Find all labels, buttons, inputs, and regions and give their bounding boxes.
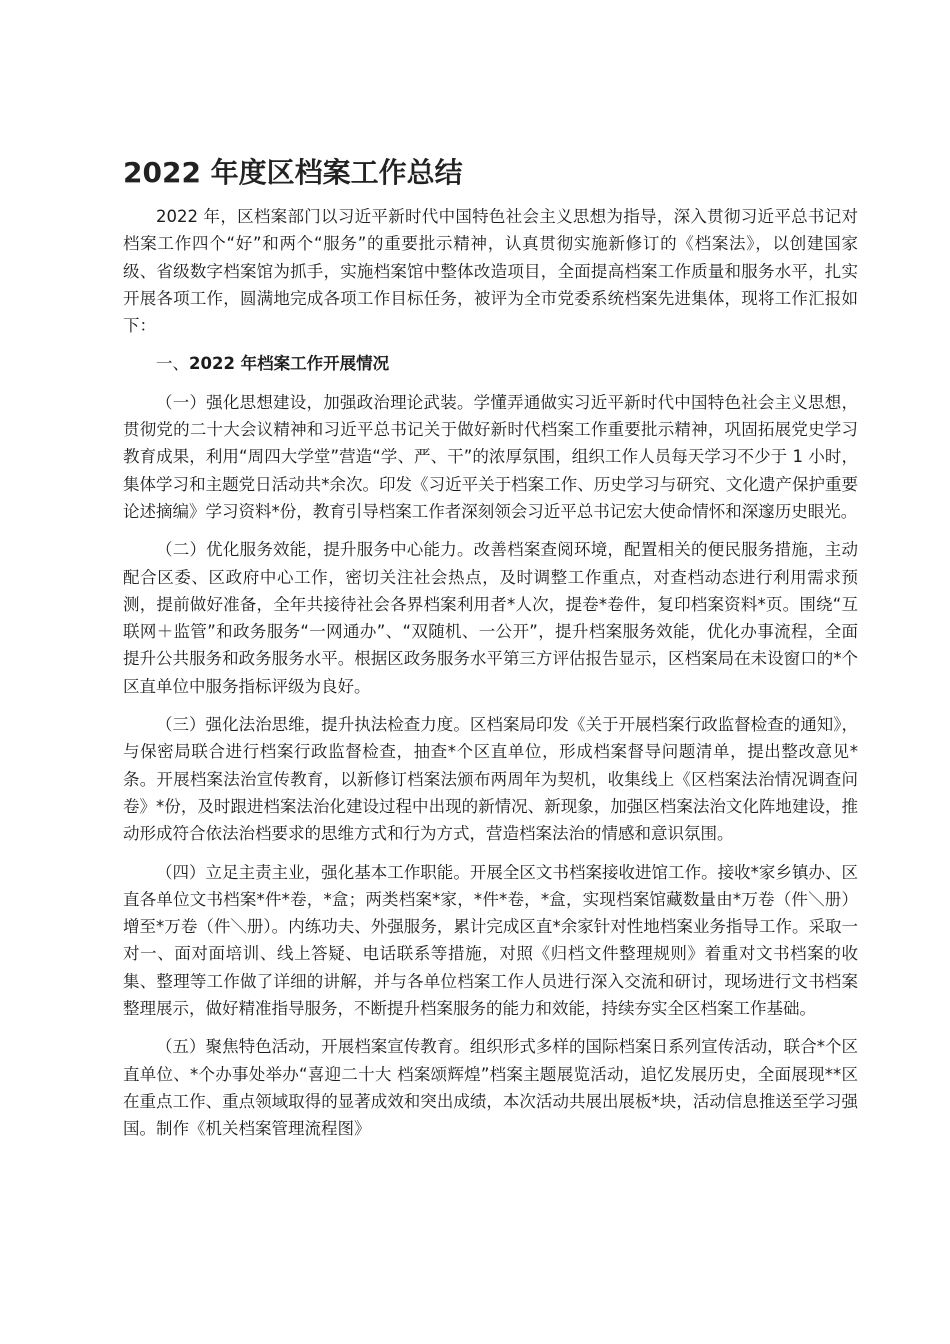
document-title: 2022 年度区档案工作总结 (123, 156, 463, 189)
paragraph-2: （二）优化服务效能，提升服务中心能力。改善档案查阅环境，配置相关的便民服务措施，主动配合区委、区政府中心工作，密切关注社会热点，及时调整工作重点，对查档动态进行利用需求预测，提前做好准备，全年共接待社会各界档案利用者*人次，提卷*卷件，复印档案资料*页。围绕“互联网＋监管”和政务服务“一网通办”、“双随机、一公开”，提升档案服务效能，优化办事流程，全面提升公共服务和政务服务水平。根据区政务服务水平第三方评估报告显示，区档案局在未设窗口的*个区直单位中服务指标评级为良好。 (123, 540, 858, 696)
section-heading-1 (123, 350, 858, 377)
section-heading-prefix: 一、 (156, 354, 189, 374)
paragraph-3: （三）强化法治思维，提升执法检查力度。区档案局印发《关于开展档案行政监督检查的通知》，与保密局联合进行档案行政监督检查，抽查*个区直单位，形成档案督导问题清单，提出整改意见*条。开展档案法治宣传教育，以新修订档案法颁布两周年为契机，收集线上《区档案法治情况调查问卷》*份，及时跟进档案法治化建设过程中出现的新情况、新现象，加强区档案法治文化阵地建设，推动形成符合依法治档要求的思维方式和行为方式，营造档案法治的情感和意识氛围。 (123, 715, 858, 844)
paragraph-5: （五）聚焦特色活动，开展档案宣传教育。组织形式多样的国际档案日系列宣传活动，联合*个区直单位、*个办事处举办“喜迎二十大 档案颂辉煌”档案主题展览活动，追忆发展历史，全面展现**区在重点工作、重点领域取得的显著成效和突出成绩，本次活动共展出展板*块，活动信息推送至学习强国。制作《机关档案管理流程图》 (123, 1037, 858, 1139)
section-heading-label: 2022 年档案工作开展情况 (189, 354, 390, 374)
intro-paragraph: 2022 年，区档案部门以习近平新时代中国特色社会主义思想为指导，深入贯彻习近平总书记对档案工作四个“好”和两个“服务”的重要批示精神，认真贯彻实施新修订的《档案法》，以创建国家级、省级数字档案馆为抓手，实施档案馆中整体改造项目，全面提高档案工作质量和服务水平，扎实开展各项工作，圆满地完成各项工作目标任务，被评为全市党委系统档案先进集体，现将工作汇报如下： (123, 207, 858, 336)
paragraph-1: （一）强化思想建设，加强政治理论武装。学懂弄通做实习近平新时代中国特色社会主义思想，贯彻党的二十大会议精神和习近平总书记关于做好新时代档案工作重要批示精神，巩固拓展党史学习教育成果，利用“周四大学堂”营造“学、严、干”的浓厚氛围，组织工作人员每天学习不少于 1 小时，集体学习和主题党日活动共*余次。印发《习近平关于档案工作、历史学习与研究、文化遗产保护重要论述摘编》学习资料*份，教育引导档案工作者深刻领会习近平总书记宏大使命情怀和深邃历史眼光。 (123, 392, 858, 521)
document-body (123, 203, 858, 1154)
paragraph-4: （四）立足主责主业，强化基本工作职能。开展全区文书档案接收进馆工作。接收*家乡镇办、区直各单位文书档案*件*卷，*盒；两类档案*家，*件*卷，*盒，实现档案馆藏数量由*万卷（件＼册）增至*万卷（件＼册）。内练功夫、外强服务，累计完成区直*余家针对性地档案业务指导工作。采取一对一、面对面培训、线上答疑、电话联系等措施，对照《归档文件整理规则》着重对文书档案的收集、整理等工作做了详细的讲解，并与各单位档案工作人员进行深入交流和研讨，现场进行文书档案整理展示，做好精准指导服务，不断提升档案服务的能力和效能，持续夯实全区档案工作基础。 (123, 862, 858, 1019)
